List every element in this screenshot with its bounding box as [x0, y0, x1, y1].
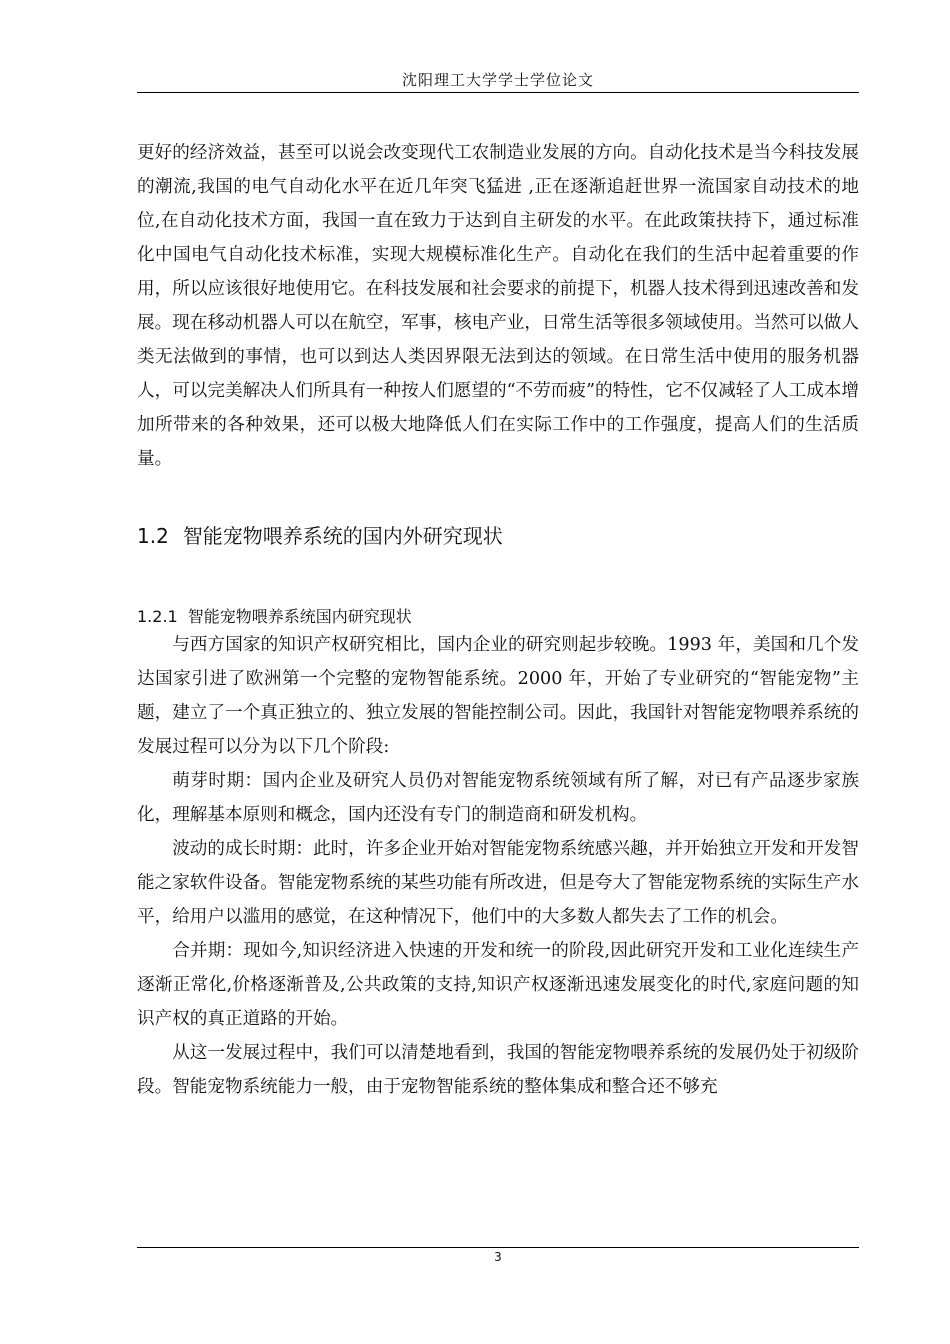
- body-text-top: [137, 136, 859, 476]
- subsection-heading: [137, 603, 412, 631]
- paragraph: 合并期：现如今,知识经济进入快速的开发和统一的阶段,因此研究开发和工业化连续生产逐渐正常化,价格逐渐普及,公共政策的支持,知识产权逐渐迅速发展变化的时代,家庭问题的知识产权的真正道路的开始。: [137, 941, 859, 1029]
- subsection-number: 1.2.1: [137, 607, 178, 626]
- paragraph: 从这一发展过程中，我们可以清楚地看到，我国的智能宠物喂养系统的发展仍处于初级阶段。智能宠物系统能力一般，由于宠物智能系统的整体集成和整合还不够充: [137, 1043, 859, 1097]
- running-header: 沈阳理工大学学士学位论文: [401, 71, 594, 89]
- footer-divider: [137, 1247, 859, 1248]
- section-title: 智能宠物喂养系统的国内外研究现状: [182, 524, 503, 548]
- subsection-title: 智能宠物喂养系统国内研究现状: [187, 607, 412, 626]
- paragraph: 更好的经济效益，甚至可以说会改变现代工农制造业发展的方向。自动化技术是当今科技发展的潮流,我国的电气自动化水平在近几年突飞猛进 ,正在逐渐追赶世界一流国家自动技术的地位,在自动化技术方面，我国一直在致力于达到自主研发的水平。在此政策扶持下，通过标准化中国电气自动化技术标准，实现大规模标准化生产。自动化在我们的生活中起着重要的作用，所以应该很好地使用它。在科技发展和社会要求的前提下，机器人技术得到迅速改善和发展。现在移动机器人可以在航空，军事，核电产业，日常生活等很多领域使用。当然可以做人类无法做到的事情，也可以到达人类因界限无法到达的领域。在日常生活中使用的服务机器人，可以完美解决人们所具有一种按人们愿望的“不劳而疲”的特性，它不仅减轻了人工成本增加所带来的各种效果，还可以极大地降低人们在实际工作中的工作强度，提高人们的生活质量。: [137, 143, 859, 469]
- page-number: 3: [494, 1250, 502, 1264]
- paragraph: 与西方国家的知识产权研究相比，国内企业的研究则起步较晚。1993 年，美国和几个发达国家引进了欧洲第一个完整的宠物智能系统。2000 年，开始了专业研究的“智能宠物”主题，建立了一个真正独立的、独立发展的智能控制公司。因此，我国针对智能宠物喂养系统的发展过程可以分为以下几个阶段:: [137, 635, 859, 757]
- body-text-bottom: [137, 628, 859, 1104]
- section-number: 1.2: [137, 524, 169, 548]
- paragraph: 波动的成长时期：此时，许多企业开始对智能宠物系统感兴趣，并开始独立开发和开发智能之家软件设备。智能宠物系统的某些功能有所改进，但是夸大了智能宠物系统的实际生产水平，给用户以滥用的感觉，在这种情况下，他们中的大多数人都失去了工作的机会。: [137, 839, 859, 927]
- header-divider: [137, 92, 859, 93]
- paragraph: 萌芽时期：国内企业及研究人员仍对智能宠物系统领域有所了解，对已有产品逐步家族化，理解基本原则和概念，国内还没有专门的制造商和研发机构。: [137, 771, 859, 825]
- section-heading: [137, 518, 503, 554]
